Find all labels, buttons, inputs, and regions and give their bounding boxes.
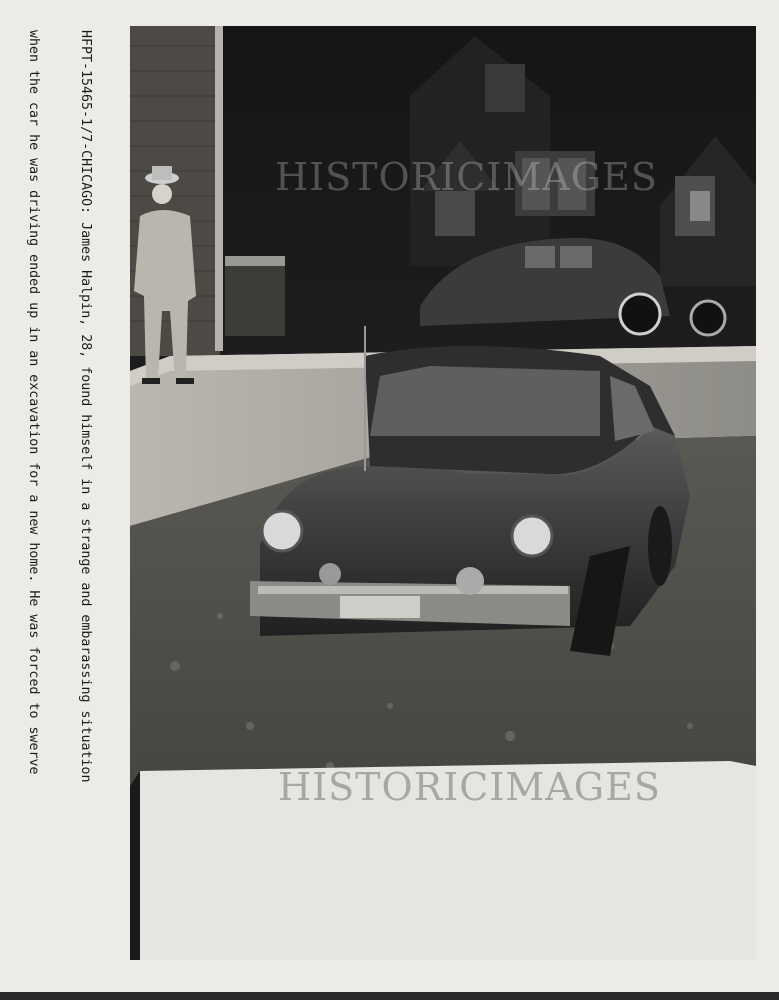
- caption-text: [18, 30, 128, 960]
- caption-line-1: HFPT-15465-1/7-CHICAGO: James Halpin, 28, found himself in a strange and embarassing situation: [77, 30, 93, 783]
- print-bottom-edge: [0, 992, 779, 1000]
- watermark-top: HISTORICIMAGES: [275, 155, 658, 199]
- caption-line-2: when the car he was driving ended up in an excavation for a new home. He was forced to swerve: [26, 30, 41, 775]
- watermark-bottom: HISTORICIMAGES: [278, 765, 661, 809]
- caption-strip: [18, 30, 128, 960]
